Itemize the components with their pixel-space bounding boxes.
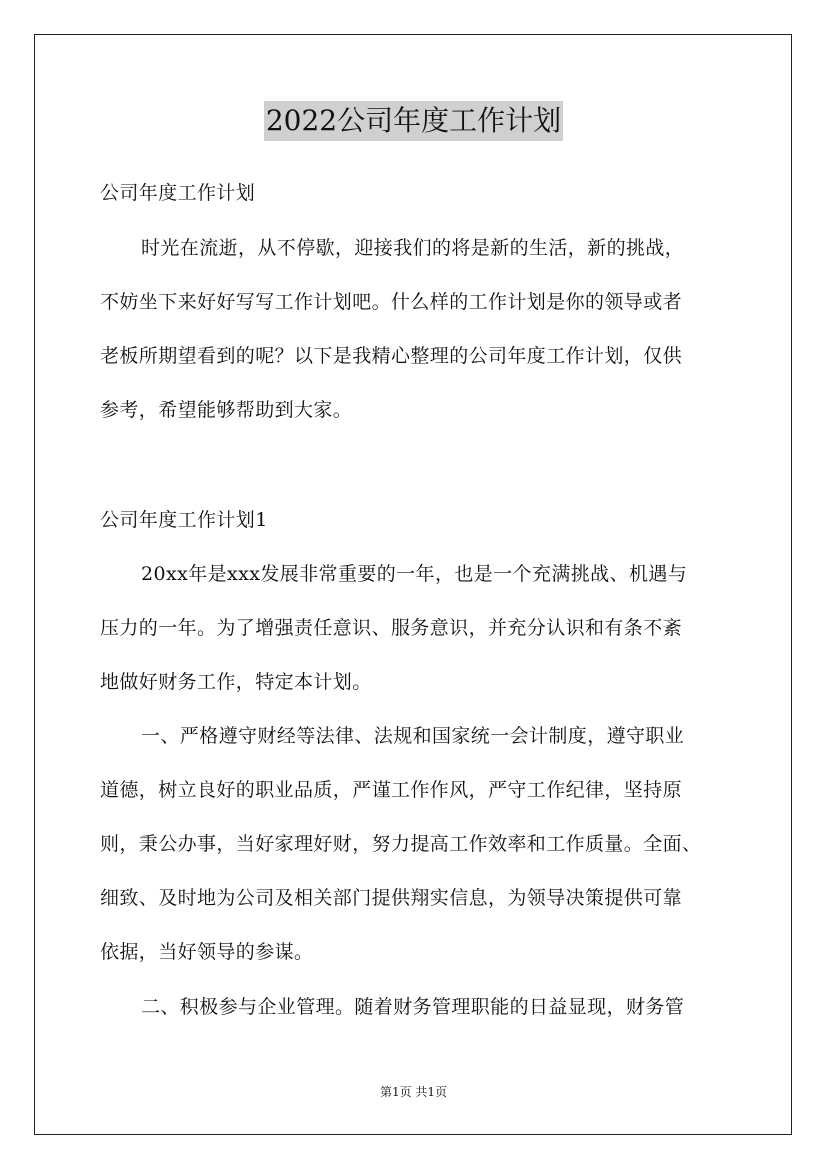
document-title: 2022公司年度工作计划 [264, 101, 563, 141]
paragraph-line: 不妨坐下来好好写写工作计划吧。什么样的工作计划是你的领导或者 [100, 291, 683, 313]
title-container [0, 101, 827, 141]
paragraph-line: 老板所期望看到的呢？以下是我精心整理的公司年度工作计划，仅供 [100, 345, 683, 367]
paragraph-line: 参考，希望能够帮助到大家。 [100, 399, 353, 421]
paragraph-line: 则，秉公办事，当好家理好财，努力提高工作效率和工作质量。全面、 [100, 833, 702, 855]
page-number-footer: 第1页 共1页 [379, 1085, 448, 1099]
paragraph-line: 地做好财务工作，特定本计划。 [100, 671, 372, 693]
section-heading-plan-1: 公司年度工作计划1 [100, 509, 268, 531]
paragraph-line: 20xx年是xxx发展非常重要的一年，也是一个充满挑战、机遇与 [141, 563, 688, 585]
paragraph-line: 细致、及时地为公司及相关部门提供翔实信息，为领导决策提供可靠 [100, 887, 683, 909]
paragraph-line: 压力的一年。为了增强责任意识、服务意识，并充分认识和有条不紊 [100, 617, 683, 639]
paragraph-line: 时光在流逝，从不停歇，迎接我们的将是新的生活，新的挑战， [141, 237, 685, 259]
section-heading-intro: 公司年度工作计划 [100, 182, 256, 204]
paragraph-line: 依据，当好领导的参谋。 [100, 941, 314, 963]
paragraph-line: 一、严格遵守财经等法律、法规和国家统一会计制度，遵守职业 [141, 725, 685, 747]
paragraph-line: 道德，树立良好的职业品质，严谨工作作风，严守工作纪律，坚持原 [100, 779, 683, 801]
paragraph-line: 二、积极参与企业管理。随着财务管理职能的日益显现，财务管 [141, 996, 685, 1018]
